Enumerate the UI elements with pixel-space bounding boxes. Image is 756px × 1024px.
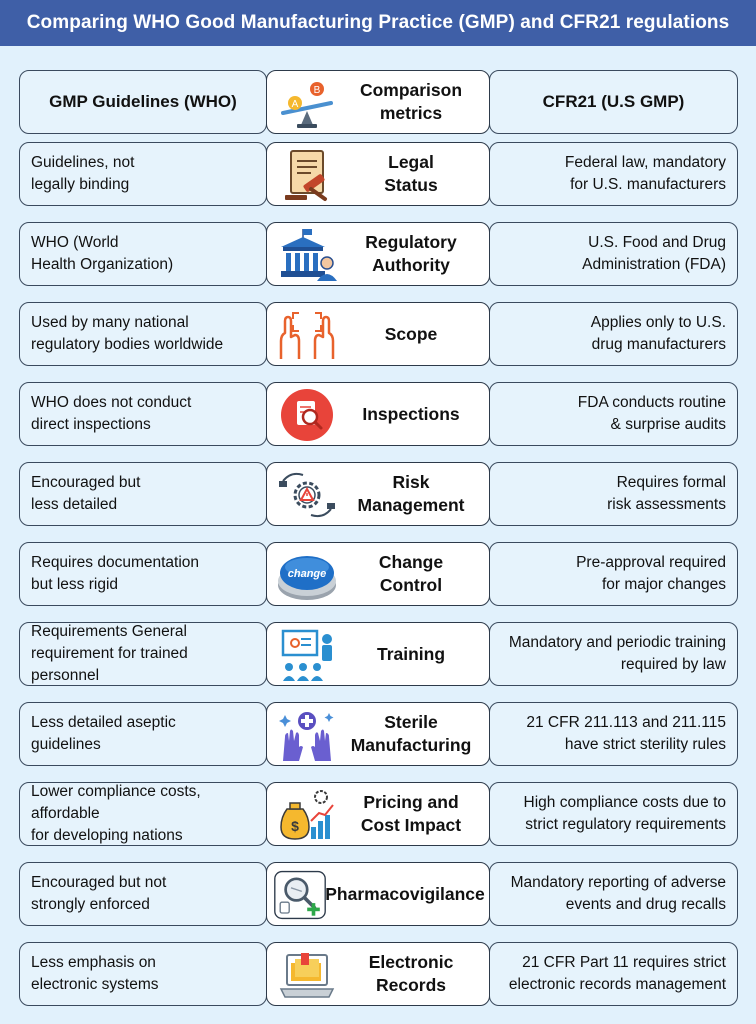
- metric-cell-pricing-cost-impact: [266, 782, 490, 846]
- balance-scale-icon: [277, 75, 337, 131]
- scale-a-label: A: [291, 99, 299, 110]
- who-column-header: GMP Guidelines (WHO): [19, 70, 267, 134]
- comparison-row: [0, 702, 756, 768]
- page-title: Comparing WHO Good Manufacturing Practice (GMP) and CFR21 regulations: [0, 0, 756, 46]
- svg-text:$: $: [291, 818, 299, 834]
- cfr-cell: High compliance costs due to strict regulatory requirements: [489, 782, 738, 846]
- government-building-icon: [277, 227, 337, 283]
- cfr-cell: Mandatory reporting of adverse events and drug recalls: [489, 862, 738, 926]
- metric-cell-sterile-manufacturing: [266, 702, 490, 766]
- cfr-cell: 21 CFR 211.113 and 211.115 have strict sterility rules: [489, 702, 738, 766]
- metric-label: Regulatory Authority: [365, 232, 457, 275]
- metric-label: Inspections: [362, 403, 460, 424]
- cfr-cell: FDA conducts routine & surprise audits: [489, 382, 738, 446]
- sterile-gloves-icon: [277, 707, 337, 763]
- metric-label: Pricing and Cost Impact: [360, 792, 462, 835]
- cfr-cell: Federal law, mandatory for U.S. manufacturers: [489, 142, 738, 206]
- metric-cell-scope: [266, 302, 490, 366]
- metrics-column-header: [266, 70, 490, 134]
- metric-cell-inspections: [266, 382, 490, 446]
- comparison-row: [0, 622, 756, 688]
- who-cell: Used by many national regulatory bodies worldwide: [19, 302, 267, 366]
- who-cell: Lower compliance costs, affordable for developing nations: [19, 782, 267, 846]
- comparison-row: [0, 782, 756, 848]
- comparison-row: [0, 942, 756, 1008]
- who-cell: Encouraged but not strongly enforced: [19, 862, 267, 926]
- comparison-row: [0, 542, 756, 608]
- who-cell: Less emphasis on electronic systems: [19, 942, 267, 1006]
- risk-gear-hands-icon: [277, 467, 337, 523]
- who-cell: Requirements General requirement for trained personnel: [19, 622, 267, 686]
- comparison-row: [0, 382, 756, 448]
- who-cell: Less detailed aseptic guidelines: [19, 702, 267, 766]
- metric-label: Pharmacovigilance: [325, 883, 485, 904]
- change-icon-label: change: [287, 568, 327, 580]
- comparison-row: [0, 462, 756, 528]
- cfr-cell: Applies only to U.S. drug manufacturers: [489, 302, 738, 366]
- cfr-cell: Mandatory and periodic training required by law: [489, 622, 738, 686]
- metric-label: Electronic Records: [368, 952, 454, 995]
- who-cell: Guidelines, not legally binding: [19, 142, 267, 206]
- cfr-cell: Pre-approval required for major changes: [489, 542, 738, 606]
- who-cell: Encouraged but less detailed: [19, 462, 267, 526]
- comparison-row: [0, 302, 756, 368]
- header-row: [0, 70, 756, 136]
- scale-b-label: B: [313, 85, 321, 96]
- metric-cell-legal-status: [266, 142, 490, 206]
- metric-cell-training: [266, 622, 490, 686]
- cfr-cell: 21 CFR Part 11 requires strict electronic records management: [489, 942, 738, 1006]
- hands-focus-icon: [277, 307, 337, 363]
- metric-label: Scope: [384, 323, 438, 344]
- training-presentation-icon: [277, 627, 337, 683]
- inspection-magnifier-icon: [277, 387, 337, 443]
- comparison-row: [0, 222, 756, 288]
- metric-cell-risk-management: [266, 462, 490, 526]
- who-cell: WHO (World Health Organization): [19, 222, 267, 286]
- metric-label: Sterile Manufacturing: [350, 712, 472, 755]
- comparison-row: [0, 862, 756, 928]
- metric-label: Change Control: [378, 552, 444, 595]
- cfr-column-header: CFR21 (U.S GMP): [489, 70, 738, 134]
- cfr-cell: Requires formal risk assessments: [489, 462, 738, 526]
- metrics-header-label: Comparison metrics: [359, 80, 463, 123]
- laptop-folders-icon: [277, 947, 337, 1003]
- pharmacovigilance-magnifier-icon: [273, 867, 327, 923]
- metric-cell-regulatory-authority: [266, 222, 490, 286]
- comparison-panel: [0, 46, 756, 1024]
- metric-cell-change-control: [266, 542, 490, 606]
- who-cell: WHO does not conduct direct inspections: [19, 382, 267, 446]
- metric-cell-pharmacovigilance: [266, 862, 490, 926]
- who-cell: Requires documentation but less rigid: [19, 542, 267, 606]
- change-button-icon: [277, 547, 337, 603]
- metric-label: Legal Status: [384, 152, 438, 195]
- metric-label: Training: [376, 643, 446, 664]
- metric-label: Risk Management: [357, 472, 465, 515]
- metric-cell-electronic-records: [266, 942, 490, 1006]
- legal-document-gavel-icon: [277, 147, 337, 203]
- cfr-cell: U.S. Food and Drug Administration (FDA): [489, 222, 738, 286]
- comparison-row: [0, 142, 756, 208]
- money-bag-chart-icon: [277, 787, 337, 843]
